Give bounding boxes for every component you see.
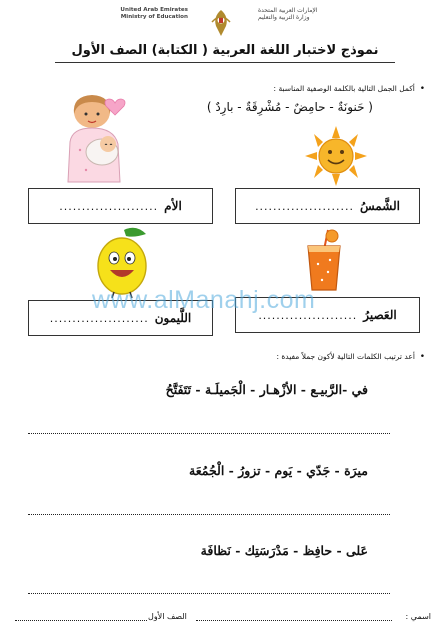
answer-line-1[interactable] (28, 433, 390, 434)
name-label: اسمي : (405, 612, 431, 621)
fill-box-mother[interactable]: الأم ...................... (28, 188, 213, 224)
page-title: نموذج لاختبار اللغة العربية ( الكتابة) الصف الأول (71, 43, 379, 58)
ministry-logo (185, 6, 257, 40)
sun-illustration (305, 126, 367, 190)
ministry-name-en: United Arab Emirates Ministry of Education (120, 7, 188, 20)
scrambled-sentence-3: عَلى - حافِظ - مَدْرَسَتِك - نَظافَة (200, 543, 368, 558)
fill-box-sun[interactable]: الشَّمسُ ...................... (235, 188, 420, 224)
scrambled-sentence-1: في -الرَّبيـع - الأزْهـار - الْجَميلَـة - تَتَفَتَّحُ (165, 382, 368, 397)
fill-box-lemon[interactable]: اللَّيمون ...................... (28, 300, 213, 336)
title-underline (55, 62, 395, 63)
heart-icon (104, 97, 126, 121)
answer-line-3[interactable] (28, 593, 390, 594)
instruction-1: • أكمل الجمل التالية بالكلمة الوصفية المناسبة : (273, 84, 425, 94)
word-choices: ( حَنونَةٌ - حامِضٌ - مُشْرِقَةٌ - بارِدٌ ) (206, 100, 373, 114)
answer-line-2[interactable] (28, 514, 390, 515)
ministry-name-ar: الإمارات العربية المتحدة وزارة التربية والتعليم (258, 7, 318, 21)
watermark: www.alManahj.com (92, 286, 316, 314)
mother-baby-illustration (62, 92, 140, 188)
class-label: الصف الأول (148, 612, 187, 621)
name-field[interactable] (196, 620, 392, 621)
fill-box-juice[interactable]: العَصيرُ ...................... (235, 297, 420, 333)
class-field[interactable] (15, 620, 147, 621)
instruction-2: • أعد ترتيب الكلمات التالية لأكون جملاً مفيدة : (276, 352, 425, 362)
scrambled-sentence-2: ميرَة - جَدّي - يَوم - تزورُ - الْجُمُعَة (189, 463, 368, 478)
